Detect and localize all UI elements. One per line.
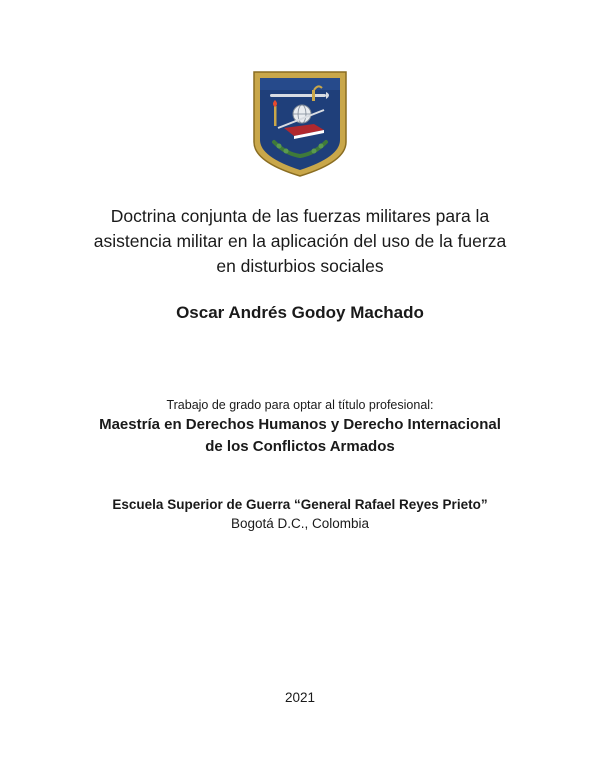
- degree-intro: Trabajo de grado para optar al título profesional:: [166, 398, 434, 412]
- document-title: [40, 204, 560, 279]
- degree-title-line: de los Conflictos Armados: [205, 438, 395, 455]
- document-title-line: en disturbios sociales: [216, 256, 384, 276]
- school-name: Escuela Superior de Guerra “General Rafael Reyes Prieto”: [112, 497, 488, 512]
- publication-year: 2021: [284, 690, 316, 705]
- document-title-line: Doctrina conjunta de las fuerzas militares para la: [110, 206, 490, 226]
- school-crest-icon: [252, 70, 348, 178]
- degree-title-line: Maestría en Derechos Humanos y Derecho Internacional: [99, 416, 501, 433]
- author-name: Oscar Andrés Godoy Machado: [176, 303, 424, 322]
- city-location: Bogotá D.C., Colombia: [230, 516, 370, 531]
- degree-title: [40, 414, 560, 458]
- document-title-line: asistencia militar en la aplicación del uso de la fuerza: [93, 231, 507, 251]
